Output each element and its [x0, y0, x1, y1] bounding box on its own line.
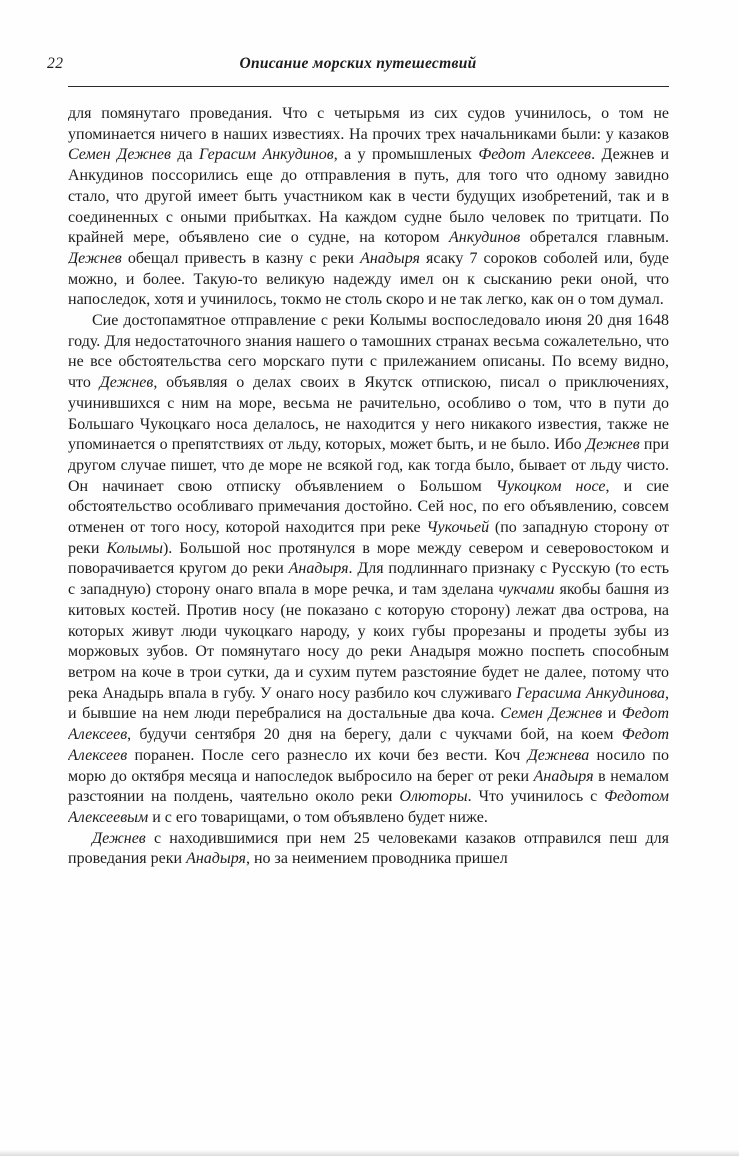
paragraph: Дежнев с находившимися при нем 25 человеками казаков отправился пеш для проведания реки Анадыря, но за неимением проводника пришел — [68, 829, 669, 868]
paragraph: Сие достопамятное отправление с реки Колымы воспоследовало июня 20 дня 1648 году. Для недостаточного знания нашего о тамошних странах весьма сожалетельно, что не все обстоятельства сего морскаго пути с прилежанием описаны. По всему видно, что Дежнев, объявляя о делах своих в Якутск отпискою, писал о приключениях, учинившихся с ним на море, весьма не рачительно, особливо о том, что в пути до Большаго Чукоцкаго носа делалось, не находится у него никакого известия, также не упоминается о препятствиях от льду, которых, может быть, и не было. Ибо Дежнев при другом случае пишет, что де море не всякой год, как тогда было, бывает от льду чисто. Он начинает свою отписку объявлением о Большом Чукоцком носе, и сие обстоятельство особливаго примечания достойно. Сей нос, по его объявлению, совсем отменен от того носу, которой находится при реке Чукочьей (по западную сторону от реки Колымы). Большой нос протянулся в море между севером и северовостоком и поворачивается кругом до реки Анадыря. Для подлиннаго признаку с Русскую (то есть с западную) сторону онаго впала в море речка, и там зделана чукчами якобы башня из китовых костей. Против носу (не показано с которую сторону) лежат два острова, на которых живут люди чукоцкаго народу, у коих губы прорезаны и продеты зубы из моржовых зубов. От помянутаго носу до реки Анадыря можно поспеть способным ветром на коче в трои сутки, да и сухим путем разстояние будет не далее, потому что река Анадырь впала в губу. У онаго носу разбило коч служиваго Герасима Анкудинова, и бывшие на нем люди перебралися на достальные два коча. Семен Дежнев и Федот Алексеев, будучи сентября 20 дня на берегу, дали с чукчами бой, на коем Федот Алексеев поранен. После сего разнесло их кочи без вести. Коч Дежнева носило по морю до октября месяца и напоследок выбросило на берег от реки Анадыря в немалом разстоянии на полдень, чаятельно около реки Олюторы. Что учинилось с Федотом Алексеевым и с его товарищами, о том объявлено будет ниже. — [68, 312, 669, 826]
header-rule — [68, 86, 669, 87]
page-header — [47, 55, 669, 79]
running-title: Описание морских путешествий — [239, 55, 477, 72]
scan-bottom-shadow — [0, 1150, 739, 1156]
body-text — [68, 104, 669, 1128]
paragraph: для помянутаго проведания. Что с четырьмя из сих судов учинилось, о том не упоминается ничего в наших известиях. На прочих трех начальниками были: у казаков Семен Дежнев да Герасим Анкудинов, а у промышленых Федот Алексеев. Дежнев и Анкудинов поссорились еще до отправления в путь, для того что одному завидно стало, что другой имеет быть участником как в чести будущих изобретений, так и в соединенных с оными прибытках. На каждом судне было человек по тритцати. По крайней мере, объявлено сие о судне, на котором Анкудинов обретался главным. Дежнев обещал привесть в казну с реки Анадыря ясаку 7 сороков соболей или, буде можно, и более. Такую-то великую надежду имел он к сысканию реки оной, что напоследок, хотя и учинилось, токмо не столь скоро и не так легко, как он о том думал. — [68, 105, 669, 309]
page-number: 22 — [47, 55, 64, 72]
